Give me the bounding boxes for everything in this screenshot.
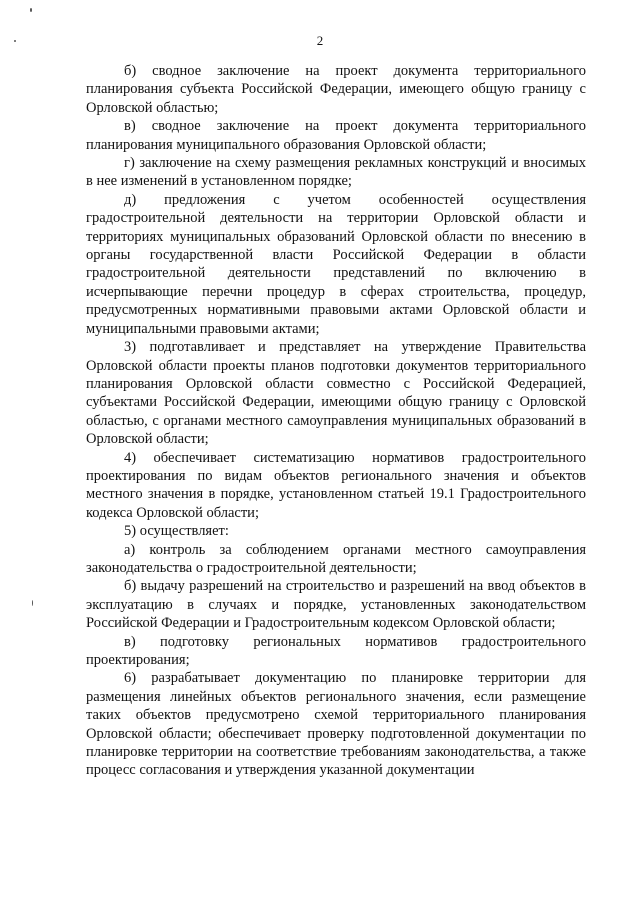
paragraph: г) заключение на схему размещения рекламных конструкций и вносимых в нее изменений в установленном порядке; <box>86 155 586 190</box>
paragraph: 6) разрабатывает документацию по планировке территории для размещения линейных объектов регионального значения, если размещение таких объектов предусмотрено схемой территориального планирования Орловской области; обеспечивает проверку подготовленной документации по планировке территории на соответствие требованиям законодательства, а также процесс согласования и утверждения указанной документации <box>86 670 586 779</box>
paragraph: б) сводное заключение на проект документа территориального планирования субъекта Российской Федерации, имеющего общую границу с Орловской областью; <box>86 63 586 116</box>
scan-speck <box>32 600 33 606</box>
page-number: 2 <box>316 33 324 48</box>
scan-speck <box>14 40 16 42</box>
paragraph: 4) обеспечивает систематизацию нормативов градостроительного проектирования по видам объектов регионального значения и объектов местного значения в порядке, установленном статьей 19.1 Градостроительного кодекса Орловской области; <box>86 449 586 521</box>
document-body <box>86 62 586 780</box>
paragraph: в) подготовку региональных нормативов градостроительного проектирования; <box>86 633 586 668</box>
paragraph: а) контроль за соблюдением органами местного самоуправления законодательства о градостроительной деятельности; <box>86 541 586 576</box>
paragraph: 5) осуществляет: <box>124 523 229 540</box>
paragraph: б) выдачу разрешений на строительство и разрешений на ввод объектов в эксплуатацию в случаях и порядке, установленных законодательством Российской Федерации и Градостроительным кодексом Орловской области; <box>86 578 586 632</box>
paragraph: в) сводное заключение на проект документа территориального планирования муниципального образования Орловской области; <box>86 118 586 153</box>
scan-speck <box>30 8 32 12</box>
paragraph: д) предложения с учетом особенностей осуществления градостроительной деятельности на территории Орловской области и территориях муниципальных образований Орловской области по внесению в органы государственной власти Российской Федерации в области градостроительной деятельности представлений по включению в исчерпывающие перечни процедур в сферах строительства, процедур, предусмотренных нормативными правовыми актами Орловской области и муниципальными правовыми актами; <box>86 191 586 337</box>
paragraph: 3) подготавливает и представляет на утверждение Правительства Орловской области проекты планов подготовки документов территориального планирования Орловской области совместно с Российской Федерацией, субъектами Российской Федерации, имеющими общую границу с Орловской областью, с органами местного самоуправления муниципальных образований в Орловской области; <box>86 339 586 448</box>
